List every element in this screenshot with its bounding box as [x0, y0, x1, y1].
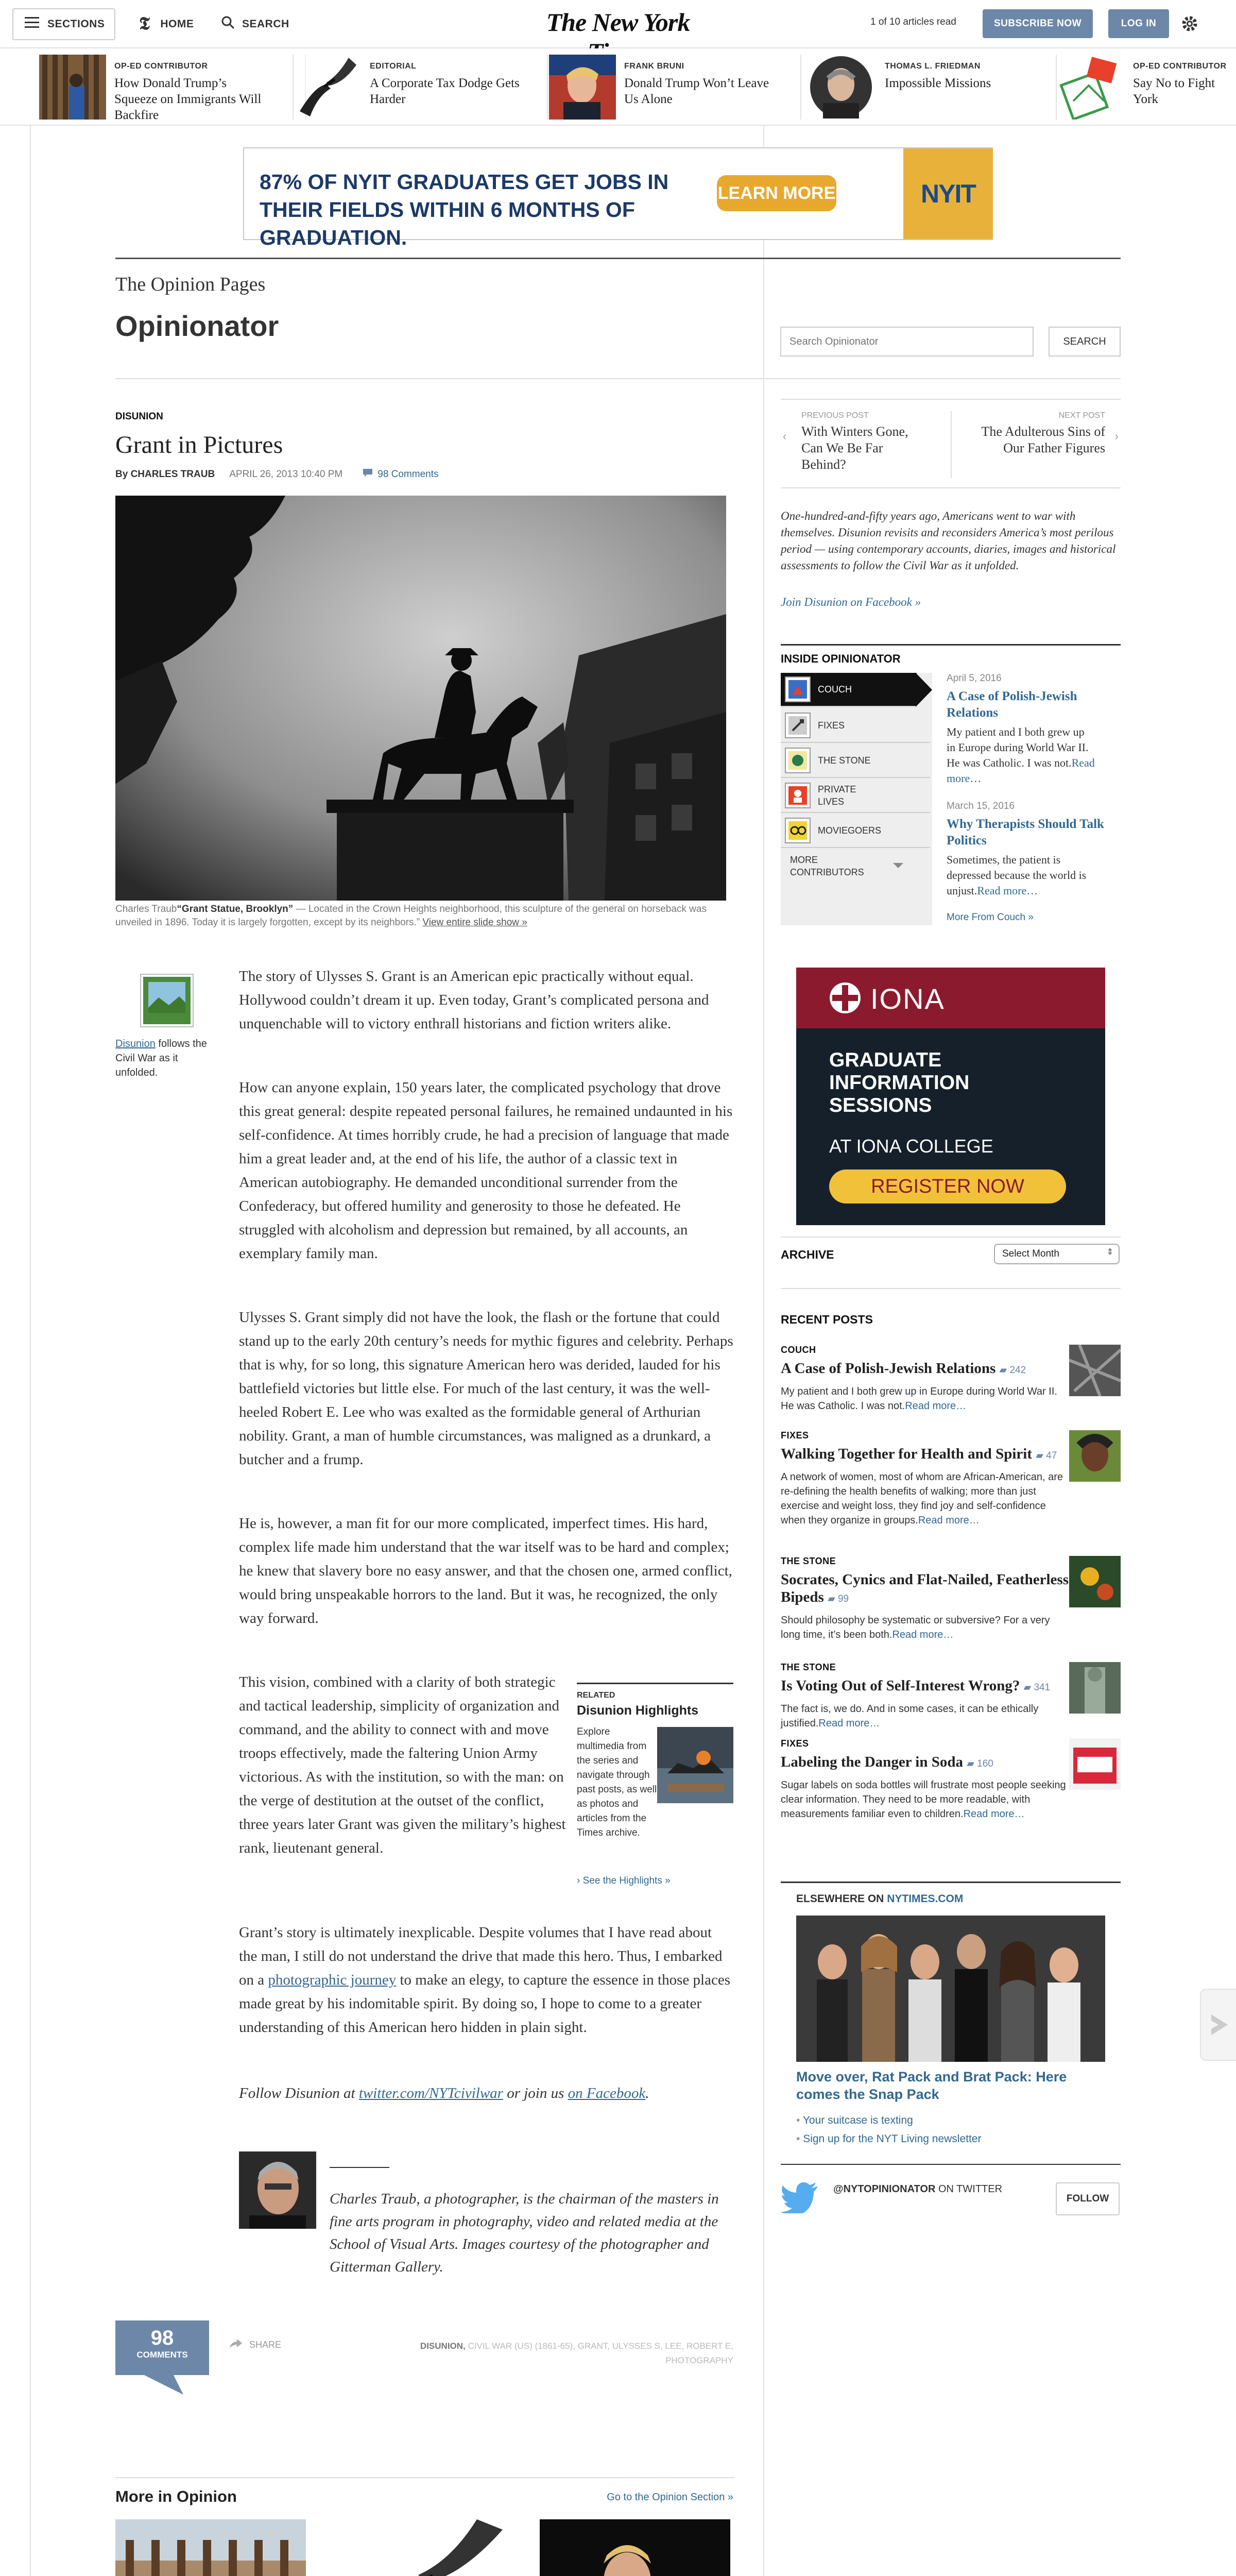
inside-posts — [947, 673, 1122, 923]
recent-title[interactable]: Labeling the Danger in Soda ▰ 160 — [781, 1754, 993, 1770]
recent-rule — [781, 1288, 1121, 1289]
blog-title[interactable]: Opinionator — [115, 310, 279, 342]
inside-post-title[interactable]: A Case of Polish-Jewish Relations — [947, 689, 1077, 720]
comments-link[interactable]: 98 Comments — [377, 469, 439, 480]
chevron-right-icon: › — [1114, 430, 1119, 443]
nav-more-contributors[interactable] — [781, 849, 930, 883]
inside-opinionator-title: INSIDE OPINIONATOR — [781, 652, 901, 665]
private-lives-icon — [785, 783, 811, 808]
recent-post — [781, 1738, 1121, 1821]
recent-thumbnail[interactable] — [1069, 1738, 1121, 1790]
recent-kicker[interactable]: THE STONE — [781, 1662, 836, 1672]
sidebar-top-rule — [781, 399, 1121, 400]
ribbon-item[interactable] — [295, 55, 548, 120]
previous-post-link[interactable] — [781, 411, 946, 473]
comments-label: COMMENTS — [136, 2350, 188, 2360]
article-tags — [391, 2339, 733, 2368]
article-paragraph: He is, however, a man fit for our more complicated, imperfect times. His hard, complex life made him understand that the war itself was to be hard and complex; he knew that slavery bore no easy answer, and that the chosen one, armed conflict, would bring unspeakable horrors to the land. But it was, he recognized, the only way forward. — [239, 1515, 732, 1626]
iona-register-button[interactable]: REGISTER NOW — [829, 1170, 1066, 1204]
share-label: SHARE — [249, 2340, 282, 2350]
elsewhere-link[interactable]: • Your suitcase is texting — [796, 2114, 913, 2126]
facebook-link[interactable]: on Facebook — [568, 2085, 646, 2102]
recent-post — [781, 1556, 1121, 1642]
comments-count-button[interactable] — [115, 2320, 209, 2375]
recent-comment-count: 99 — [837, 1594, 849, 1604]
search-label: SEARCH — [242, 18, 289, 30]
twitter-rule — [781, 2164, 1121, 2165]
moviegoers-icon — [785, 818, 811, 843]
recent-kicker[interactable]: COUCH — [781, 1345, 816, 1355]
twitter-handle[interactable]: @NYTOPINIONATOR — [833, 2183, 936, 2195]
twitter-suffix: ON TWITTER — [935, 2183, 1003, 2195]
nav-label: PRIVATE LIVES — [818, 784, 856, 807]
ribbon-kicker: FRANK BRUNI — [624, 62, 684, 71]
read-more-link[interactable]: Read more… — [977, 884, 1038, 897]
recent-comment-count: 242 — [1009, 1365, 1026, 1376]
recent-comment-count: 341 — [1034, 1682, 1051, 1693]
home-button[interactable] — [139, 14, 194, 34]
grant-statue-photo[interactable] — [115, 496, 726, 901]
article-paragraph: How can anyone explain, 150 years later, the complicated psychology that drove this great general: despite repeated personal failures, he remained undaunted in his self-confidence. At times horribly crude, he had a precision of language that made him a great leader and, at the end of his life, the author of a classic text in American autobiography. He demanded unconditional surrender from the Confederacy, but offered humility and generosity to those he defeated. He struggled with alcoholism and depression but remained, by all accounts, an exemplary family man. — [239, 1079, 733, 1262]
post-nav-divider — [951, 411, 952, 478]
twitter-bird-icon — [781, 2182, 818, 2213]
nyt-t-icon: 𝕿 — [139, 14, 150, 33]
ribbon-kicker: THOMAS L. FRIEDMAN — [885, 62, 981, 71]
ad-learn-more-button[interactable]: LEARN MORE — [717, 175, 836, 211]
join-facebook-link[interactable]: Join Disunion on Facebook » — [781, 596, 921, 608]
ribbon-item[interactable] — [1058, 55, 1236, 120]
articles-read-counter: 1 of 10 articles read — [870, 16, 956, 27]
elsewhere-link[interactable]: • Sign up for the NYT Living newsletter — [796, 2133, 982, 2145]
article-paragraph — [239, 1921, 733, 2039]
share-icon — [230, 2339, 242, 2351]
column-divider — [763, 381, 764, 2576]
elsewhere-links — [796, 2111, 981, 2148]
hamburger-icon — [25, 17, 39, 31]
gear-icon[interactable] — [1179, 13, 1200, 37]
ribbon-thumbnail — [1058, 55, 1125, 120]
ribbon-item[interactable] — [802, 55, 1057, 120]
archive-label: ARCHIVE — [781, 1248, 834, 1261]
comment-bubble-icon — [363, 469, 372, 480]
disunion-aside-link[interactable]: Disunion — [115, 1038, 156, 1049]
recent-text: The fact is, we do. And in some cases, it can be ethically justified.Read more… — [781, 1703, 1039, 1729]
nytimes-link[interactable]: NYTIMES.COM — [887, 1893, 964, 1905]
recent-title[interactable]: Is Voting Out of Self-Interest Wrong? ▰ 341 — [781, 1677, 1051, 1694]
recent-comment-count: 160 — [977, 1758, 993, 1769]
related-thumbnail[interactable] — [657, 1727, 733, 1803]
archive-rule — [781, 1236, 1121, 1238]
elsewhere-prefix: ELSEWHERE ON — [796, 1893, 887, 1905]
ribbon-headline[interactable]: Donald Trump Won’t Leave Us Alone — [624, 76, 769, 106]
search-opinionator-button[interactable]: SEARCH — [1049, 327, 1121, 357]
more-in-opinion-title: More in Opinion — [115, 2487, 237, 2505]
next-post-link[interactable] — [961, 411, 1121, 456]
masthead-logo[interactable]: The New York — [546, 8, 690, 37]
publish-date: APRIL 26, 2013 10:40 PM — [229, 469, 343, 480]
twitter-follow-button[interactable]: FOLLOW — [1056, 2182, 1120, 2215]
nav-the-stone[interactable] — [781, 744, 930, 778]
disunion-logo[interactable] — [140, 974, 194, 1027]
nav-label: COUCH — [818, 684, 852, 694]
tag-disunion[interactable]: DISUNION, — [420, 2341, 466, 2351]
opinion-section-link[interactable]: Go to the Opinion Section » — [607, 2492, 733, 2503]
search-opinionator-input[interactable] — [780, 327, 1034, 357]
opinion-pages-label[interactable]: The Opinion Pages — [115, 274, 266, 295]
author-photo — [239, 2151, 316, 2229]
article-paragraph: The story of Ulysses S. Grant is an American epic practically without equal. Hollywood couldn’t dream it up. Even today, Grant’s complicated persona and unquenchable will to victory enthrall historians and fiction writers alike. — [239, 968, 709, 1032]
comment-tail-icon — [142, 2374, 183, 2395]
author-bio: Charles Traub, a photographer, is the chairman of the masters in fine arts program in photography, video and related media at the School of Visual Arts. Images courtesy of the photographer and Gitterman Gallery. — [330, 2191, 719, 2275]
next-post-label: NEXT POST — [1058, 411, 1105, 420]
search-icon — [221, 16, 235, 32]
recent-title[interactable]: Socrates, Cynics and Flat-Nailed, Featherless Bipeds ▰ 99 — [781, 1571, 1069, 1605]
nav-label: MORE CONTRIBUTORS — [790, 855, 864, 877]
more-opinion-photo[interactable] — [328, 2519, 518, 2576]
recent-post — [781, 1662, 1121, 1731]
subscribe-button[interactable]: SUBSCRIBE NOW — [983, 9, 1093, 38]
ad-text: 87% OF NYIT GRADUATES GET JOBS IN THEIR FIELDS WITHIN 6 MONTHS OF GRADUATION. — [260, 170, 669, 249]
paragraph-text: to make an elegy, to capture the essence in those places made great by his indomitable spirit. By doing so, I hope to come to a greater understanding of this American hero hidden in plain sight. — [239, 1972, 730, 2036]
recent-text: Sugar labels on soda bottles will frustrate most people seeking clear information. They need to be more readable, with measurements familiar even to children.Read more… — [781, 1780, 1066, 1820]
read-more-link[interactable]: Read more… — [963, 1808, 1025, 1820]
previous-post-label: PREVIOUS POST — [801, 411, 869, 420]
previous-post-title: With Winters Gone, Can We Be Far Behind? — [801, 424, 908, 472]
recent-post — [781, 1345, 1121, 1413]
login-button[interactable]: LOG IN — [1108, 9, 1169, 38]
chevron-right-icon — [1209, 2014, 1228, 2035]
disunion-description: One-hundred-and-fifty years ago, Americans went to war with themselves. Disunion revisits and reconsiders America’s most perilous period — using contemporary accounts, diaries, images and historical assessments to follow the Civil War as it unfolded. — [781, 510, 1116, 572]
comment-count: 98 — [150, 2327, 174, 2349]
nav-fixes[interactable] — [781, 709, 930, 743]
view-slideshow-link[interactable]: View entire slide show » — [422, 917, 527, 928]
related-kicker: RELATED — [577, 1691, 615, 1700]
post-navigation — [781, 411, 1121, 478]
sidebar-rule — [781, 487, 1121, 488]
article-paragraph: Ulysses S. Grant simply did not have the look, the flash or the fortune that could stand up to the early 20th century’s needs for mythic figures and celebrity. Perhaps that is why, for so long, this signature American hero was derided, lauded for his battlefield victories but little else. For much of the last century, it was the well-heeled Robert E. Lee who was exalted as the formidable general of Arthurian nobility. Grant, a man of humble circumstances, was maligned as a drunkard, a butcher and a frump. — [239, 1309, 733, 1468]
follow-disunion — [239, 2081, 733, 2105]
byline[interactable]: By CHARLES TRAUB — [115, 469, 215, 480]
sections-label: SECTIONS — [47, 18, 105, 30]
paragraph-text: Grant’s story is ultimately inexplicable. Despite volumes that I have read about the man, I still do not understand the drive that made this hero. Thus, I embarked on a — [239, 1924, 723, 1988]
inside-post-text: My patient and I both grew up in Europe during World War II. He was Catholic. I was not.Read more… — [947, 725, 1095, 785]
disunion-aside-text: follows the Civil War as it unfolded. — [115, 1038, 207, 1078]
iona-subline: AT IONA COLLEGE — [829, 1136, 993, 1157]
recent-kicker[interactable]: FIXES — [781, 1430, 809, 1440]
inside-post-title[interactable]: Why Therapists Should Talk Politics — [947, 817, 1104, 848]
iona-ad[interactable] — [796, 968, 1105, 1225]
read-more-link[interactable]: Read more… — [918, 1515, 980, 1526]
twitter-link[interactable]: twitter.com/NYTcivilwar — [358, 2085, 503, 2102]
twitter-label — [833, 2183, 1002, 2195]
disunion-aside — [115, 1037, 218, 1080]
iona-cross-icon — [829, 982, 861, 1014]
ribbon-headline[interactable]: Impossible Missions — [885, 76, 991, 90]
follow-text: . — [645, 2085, 649, 2102]
recent-post — [781, 1430, 1121, 1528]
recent-text: Should philosophy be systematic or subversive? For a very long time, it’s been both.Read more… — [781, 1615, 1050, 1640]
related-title[interactable]: Disunion Highlights — [577, 1703, 699, 1718]
recent-text: My patient and I both grew up in Europe during World War II. He was Catholic. I was not.Read more… — [781, 1386, 1057, 1412]
photo-caption — [115, 903, 726, 929]
bio-rule — [330, 2167, 389, 2168]
read-more-link[interactable]: Read more… — [892, 1629, 954, 1640]
nyit-logo: NYIT — [903, 148, 993, 239]
ribbon-headline[interactable]: How Donald Trump’s Squeeze on Immigrants Will Backfire — [114, 76, 262, 122]
nav-couch[interactable] — [781, 673, 917, 707]
article-meta — [115, 469, 439, 480]
recent-thumbnail[interactable] — [1069, 1662, 1121, 1714]
sections-button[interactable] — [12, 8, 115, 40]
next-article-arrow[interactable] — [1200, 1989, 1236, 2061]
read-more-link[interactable]: Read more… — [947, 756, 1095, 785]
inside-post-text: Sometimes, the patient is depressed because the world is unjust.Read more… — [947, 853, 1087, 897]
recent-title[interactable]: A Case of Polish-Jewish Relations ▰ 242 — [781, 1360, 1026, 1377]
article-paragraph: This vision, combined with a clarity of both strategic and tactical leadership, simplicity of organization and command, and the ability to connect with and move troops effectively, made the faltering Union Army victorious. As with the institution, so with the man: on the verge of destitution at the outset of the conflict, three years later Grant was given the military’s highest rank, lieutenant general. — [239, 1674, 566, 1856]
snap-pack-photo[interactable] — [796, 1916, 1105, 2062]
ribbon-kicker: OP-ED CONTRIBUTOR — [1133, 62, 1227, 71]
inside-rule — [781, 644, 1121, 646]
opinion-ribbon — [0, 48, 1236, 126]
ribbon-item[interactable] — [549, 55, 801, 120]
inside-post-date: April 5, 2016 — [947, 673, 1002, 684]
recent-comment-count: 47 — [1046, 1450, 1057, 1461]
iona-headline: GRADUATE INFORMATION SESSIONS — [829, 1049, 970, 1116]
fixes-icon — [785, 713, 811, 738]
caption-title: “Grant Statue, Brooklyn” — [177, 904, 294, 914]
elsewhere-title — [796, 1893, 963, 1905]
ribbon-thumbnail — [295, 55, 362, 120]
archive-month-select[interactable] — [994, 1244, 1120, 1264]
nav-private-lives[interactable] — [781, 779, 930, 813]
section-divider — [115, 378, 1121, 379]
home-label: HOME — [160, 18, 194, 30]
elsewhere-rule — [781, 1882, 1121, 1883]
recent-thumbnail[interactable] — [1069, 1430, 1121, 1482]
ribbon-thumbnail — [808, 55, 874, 120]
follow-text: Follow Disunion at — [239, 2085, 359, 2102]
recent-title[interactable]: Walking Together for Health and Spirit ▰ 47 — [781, 1446, 1057, 1462]
see-highlights-link[interactable]: › See the Highlights » — [577, 1875, 671, 1886]
ribbon-kicker: OP-ED CONTRIBUTOR — [114, 62, 208, 71]
ribbon-kicker: EDITORIAL — [370, 62, 417, 71]
recent-thumbnail[interactable] — [1069, 1556, 1121, 1607]
ribbon-headline[interactable]: Say No to Fight York — [1133, 76, 1215, 106]
recent-thumbnail[interactable] — [1069, 1345, 1121, 1396]
section-top-rule — [115, 258, 1121, 259]
nav-moviegoers[interactable] — [781, 814, 930, 848]
caption-text: — Located in the Crown Heights neighborhood, this sculpture of the general on horseback was unveiled in 1896. Today it is largely forgotten, except by its neighbors.” — [115, 904, 707, 928]
ribbon-thumbnail — [549, 55, 616, 120]
more-from-couch-link[interactable]: More From Couch » — [947, 912, 1034, 923]
iona-brand: IONA — [870, 982, 945, 1015]
next-post-title: The Adulterous Sins of Our Father Figures — [981, 424, 1105, 455]
archive-select-value: Select Month — [1002, 1248, 1059, 1259]
more-opinion-photo[interactable] — [115, 2519, 306, 2576]
elsewhere-headline[interactable]: Move over, Rat Pack and Brat Pack: Here comes the Snap Pack — [796, 2069, 1067, 2102]
photographic-journey-link[interactable]: photographic journey — [268, 1972, 397, 1988]
stone-icon — [785, 748, 811, 773]
more-in-opinion-rule — [115, 2477, 734, 2478]
read-more-link[interactable]: Read more… — [818, 1718, 880, 1729]
couch-icon — [785, 676, 811, 702]
nav-label: FIXES — [818, 720, 845, 731]
ribbon-item[interactable] — [39, 55, 294, 120]
nav-label: THE STONE — [818, 755, 871, 766]
recent-text: A network of women, most of whom are African-American, are re-defining the health benefits of walking; more than just exercise and weight loss, they find joy and self-confidence when they organize in groups.Read more… — [781, 1471, 1063, 1526]
recent-posts-title: RECENT POSTS — [781, 1313, 873, 1326]
select-arrows-icon: ⇕ — [1106, 1248, 1113, 1257]
caption-credit: Charles Traub — [115, 904, 177, 914]
article-title: Grant in Pictures — [115, 431, 283, 459]
share-button[interactable] — [230, 2339, 281, 2351]
search-button[interactable] — [221, 14, 289, 34]
related-text: Explore multimedia from the series and navigate through past posts, as well as photos and articles from the Times archive. — [577, 1726, 657, 1838]
related-rule — [577, 1683, 733, 1684]
chevron-down-icon — [893, 860, 903, 872]
active-arrow-icon — [916, 673, 932, 707]
follow-text: or join us — [503, 2085, 568, 2102]
tag-list[interactable]: CIVIL WAR (US) (1861-65), GRANT, ULYSSES S, LEE, ROBERT E, PHOTOGRAPHY — [465, 2341, 733, 2365]
read-more-link[interactable]: Read more… — [905, 1400, 967, 1412]
ribbon-headline[interactable]: A Corporate Tax Dodge Gets Harder — [370, 76, 520, 106]
recent-kicker[interactable]: THE STONE — [781, 1556, 836, 1566]
contributor-nav — [781, 673, 932, 925]
inside-post-date: March 15, 2016 — [947, 801, 1015, 811]
more-opinion-photo[interactable] — [540, 2519, 730, 2576]
nav-label: MOVIEGOERS — [818, 825, 882, 836]
chevron-left-icon: ‹ — [783, 430, 787, 443]
top-bar — [0, 0, 1236, 48]
ribbon-thumbnail — [39, 55, 106, 120]
article-kicker[interactable]: DISUNION — [115, 411, 163, 422]
nyit-ad[interactable] — [243, 147, 993, 249]
recent-kicker[interactable]: FIXES — [781, 1738, 809, 1749]
